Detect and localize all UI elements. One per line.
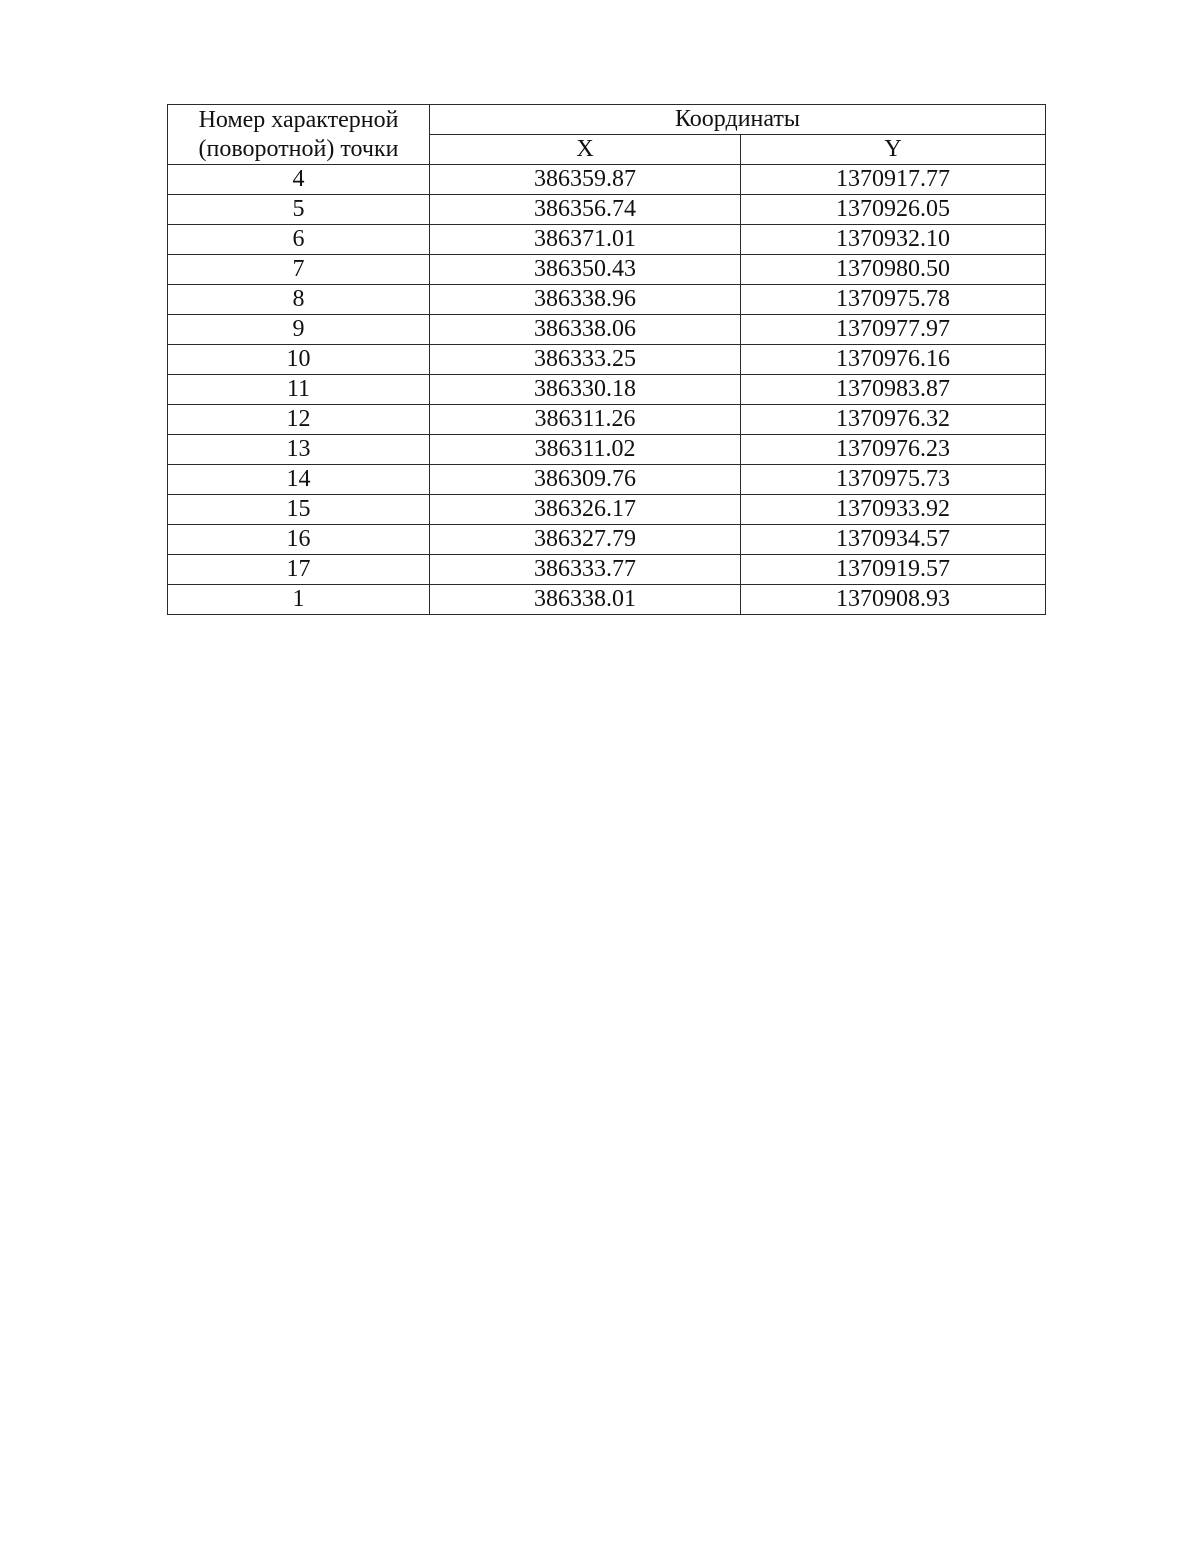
table-row	[168, 555, 1046, 585]
table-row	[168, 495, 1046, 525]
point-cell: 7	[168, 255, 430, 285]
table-row	[168, 465, 1046, 495]
x-cell: 386338.96	[430, 285, 741, 315]
table-row	[168, 585, 1046, 615]
point-cell: 12	[168, 405, 430, 435]
table-row	[168, 435, 1046, 465]
x-cell: 386359.87	[430, 165, 741, 195]
point-cell: 11	[168, 375, 430, 405]
y-header: Y	[741, 135, 1046, 165]
table-row	[168, 375, 1046, 405]
point-cell: 9	[168, 315, 430, 345]
x-cell: 386356.74	[430, 195, 741, 225]
y-cell: 1370932.10	[741, 225, 1046, 255]
x-cell: 386327.79	[430, 525, 741, 555]
y-cell: 1370919.57	[741, 555, 1046, 585]
table-row	[168, 315, 1046, 345]
x-header: X	[430, 135, 741, 165]
table-row	[168, 195, 1046, 225]
x-cell: 386330.18	[430, 375, 741, 405]
point-cell: 15	[168, 495, 430, 525]
table-row	[168, 285, 1046, 315]
x-cell: 386311.02	[430, 435, 741, 465]
coordinates-header: Координаты	[430, 105, 1046, 135]
y-cell: 1370908.93	[741, 585, 1046, 615]
point-cell: 1	[168, 585, 430, 615]
point-cell: 10	[168, 345, 430, 375]
point-cell: 14	[168, 465, 430, 495]
x-cell: 386326.17	[430, 495, 741, 525]
y-cell: 1370983.87	[741, 375, 1046, 405]
table-row	[168, 525, 1046, 555]
y-cell: 1370976.16	[741, 345, 1046, 375]
x-cell: 386350.43	[430, 255, 741, 285]
x-cell: 386338.01	[430, 585, 741, 615]
y-cell: 1370980.50	[741, 255, 1046, 285]
table-row	[168, 255, 1046, 285]
point-cell: 4	[168, 165, 430, 195]
x-cell: 386309.76	[430, 465, 741, 495]
table-header-row	[168, 105, 1046, 135]
point-number-header: Номер характерной (поворотной) точки	[168, 105, 430, 165]
point-cell: 17	[168, 555, 430, 585]
y-cell: 1370976.23	[741, 435, 1046, 465]
point-cell: 16	[168, 525, 430, 555]
x-cell: 386371.01	[430, 225, 741, 255]
table-row	[168, 405, 1046, 435]
point-cell: 8	[168, 285, 430, 315]
y-cell: 1370977.97	[741, 315, 1046, 345]
y-cell: 1370975.78	[741, 285, 1046, 315]
coordinates-table	[167, 104, 1046, 615]
x-cell: 386338.06	[430, 315, 741, 345]
table-row	[168, 345, 1046, 375]
x-cell: 386311.26	[430, 405, 741, 435]
y-cell: 1370917.77	[741, 165, 1046, 195]
table-row	[168, 225, 1046, 255]
point-cell: 13	[168, 435, 430, 465]
y-cell: 1370934.57	[741, 525, 1046, 555]
point-cell: 5	[168, 195, 430, 225]
table-row	[168, 165, 1046, 195]
y-cell: 1370975.73	[741, 465, 1046, 495]
y-cell: 1370926.05	[741, 195, 1046, 225]
y-cell: 1370933.92	[741, 495, 1046, 525]
y-cell: 1370976.32	[741, 405, 1046, 435]
x-cell: 386333.25	[430, 345, 741, 375]
point-cell: 6	[168, 225, 430, 255]
x-cell: 386333.77	[430, 555, 741, 585]
